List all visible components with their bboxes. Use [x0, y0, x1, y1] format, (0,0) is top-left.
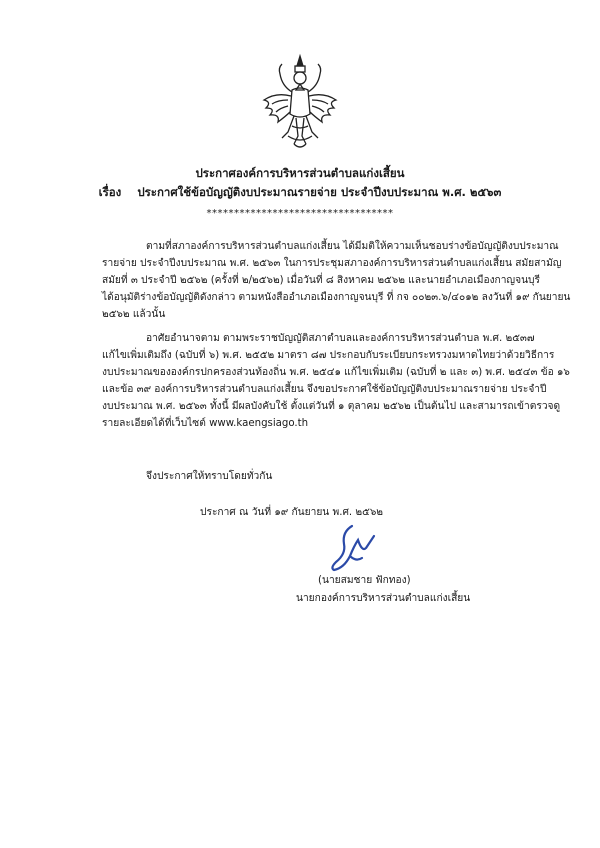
subject-label: เรื่อง [98, 185, 122, 199]
closing-statement: จึงประกาศให้ทราบโดยทั่วกัน [146, 471, 273, 482]
subject-text: ประกาศใช้ข้อบัญญัติงบประมาณรายจ่าย ประจำปีงบประมาณ พ.ศ. ๒๕๖๓ [137, 185, 502, 199]
paragraph-2-line: งบประมาณขององค์กรปกครองส่วนท้องถิ่น พ.ศ. ๒๕๔๑ แก้ไขเพิ่มเติม (ฉบับที่ ๒ และ ๓) พ.ศ. ๒๕๔๓ ข้อ ๑๖ [102, 367, 570, 378]
paragraph-1-line: รายจ่าย ประจำปีงบประมาณ พ.ศ. ๒๕๖๓ ในการประชุมสภาองค์การบริหารส่วนตำบลแก่งเสี้ยน สมัยสามัญ [102, 258, 562, 269]
announcement-title: ประกาศองค์การบริหารส่วนตำบลแก่งเสี้ยน [195, 166, 405, 180]
signatory-position: นายกองค์การบริหารส่วนตำบลแก่งเสี้ยน [296, 593, 471, 604]
paragraph-1 [102, 238, 571, 323]
paragraph-2-line: รายละเอียดได้ที่เว็บไซต์ www.kaengsiago.th [102, 418, 309, 429]
paragraph-1-line: ตามที่สภาองค์การบริหารส่วนตำบลแก่งเสี้ยน ได้มีมติให้ความเห็นชอบร่างข้อบัญญัติงบประมาณ [146, 241, 559, 252]
separator-line: ********************************** [206, 208, 394, 219]
paragraph-1-line: ๒๕๖๒ แล้วนั้น [102, 309, 166, 320]
garuda-emblem-icon [258, 52, 342, 152]
handwritten-signature-icon [322, 518, 382, 578]
paragraph-2 [102, 330, 570, 432]
announcement-date: ประกาศ ณ วันที่ ๑๙ กันยายน พ.ศ. ๒๕๖๒ [200, 507, 383, 518]
paragraph-1-line: ได้อนุมัติร่างข้อบัญญัติดังกล่าว ตามหนังสืออำเภอเมืองกาญจนบุรี ที่ กจ ๐๐๒๓.๖/๔๐๑๒ ลงวันที่ ๑๙ กันยายน [102, 292, 571, 303]
paragraph-1-line: สมัยที่ ๓ ประจำปี ๒๕๖๒ (ครั้งที่ ๒/๒๕๖๒) เมื่อวันที่ ๘ สิงหาคม ๒๕๖๒ และนายอำเภอเมืองกาญจนบุรี [102, 275, 540, 286]
paragraph-2-line: และข้อ ๓๙ องค์การบริหารส่วนตำบลแก่งเสี้ยน จึงขอประกาศใช้ข้อบัญญัติงบประมาณรายจ่าย ประจำปี [102, 384, 547, 395]
signatory-name: (นายสมชาย ฟักทอง) [318, 575, 411, 586]
paragraph-2-line: อาศัยอำนาจตาม ตามพระราชบัญญัติสภาตำบลและองค์การบริหารส่วนตำบล พ.ศ. ๒๕๓๗ [146, 333, 535, 344]
announcement-subject [0, 184, 600, 202]
paragraph-2-line: แก้ไขเพิ่มเติมถึง (ฉบับที่ ๖) พ.ศ. ๒๕๕๒ มาตรา ๘๗ ประกอบกับระเบียบกระทรวงมหาดไทยว่าด้วยวิธีการ [102, 350, 555, 361]
paragraph-2-line: งบประมาณ พ.ศ. ๒๕๖๓ ทั้งนี้ มีผลบังคับใช้ ตั้งแต่วันที่ ๑ ตุลาคม ๒๕๖๒ เป็นต้นไป และสามารถเข้าตรวจดู [102, 401, 561, 412]
